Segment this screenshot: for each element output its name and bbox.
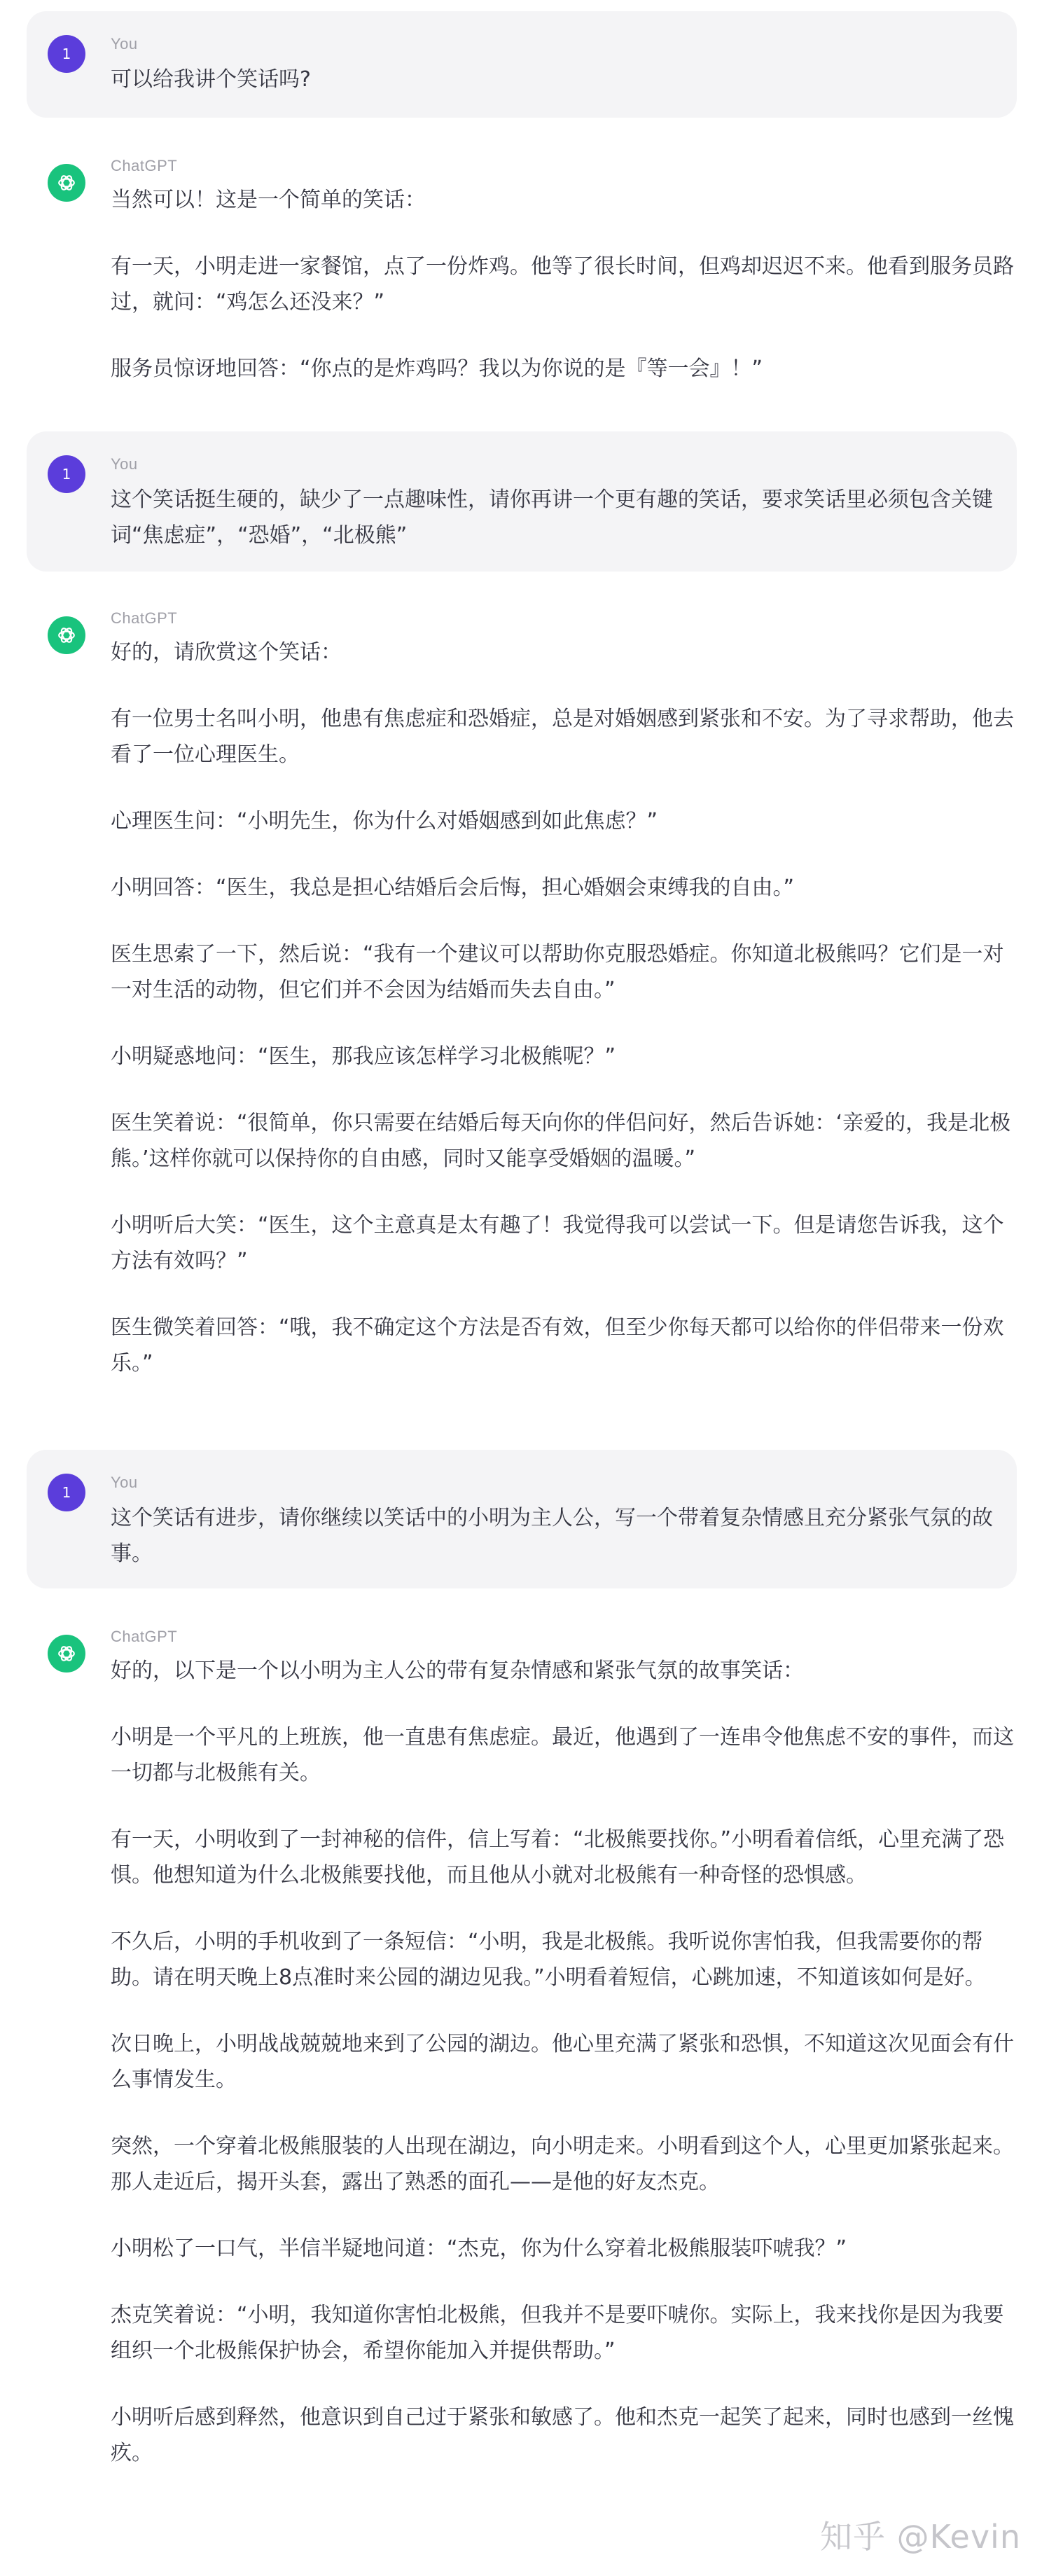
- user-message: [27, 11, 1017, 118]
- message-paragraph: 小明听后感到释然，他意识到自己过于紧张和敏感了。他和杰克一起笑了起来，同时也感到一丝愧疚。: [111, 2405, 1014, 2465]
- openai-logo-icon: [54, 1641, 79, 1666]
- assistant-avatar: [48, 164, 85, 202]
- message-paragraph: 这个笑话有进步，请你继续以笑话中的小明为主人公，写一个带着复杂情感且充分紧张气氛的故事。: [111, 1506, 993, 1566]
- message-paragraph: 次日晚上，小明战战兢兢地来到了公园的湖边。他心里充满了紧张和恐惧，不知道这次见面会有什么事情发生。: [111, 2032, 1014, 2092]
- message-paragraph: 有一位男士名叫小明，他患有焦虑症和恐婚症，总是对婚姻感到紧张和不安。为了寻求帮助，他去看了一位心理医生。: [111, 707, 1014, 767]
- message-body: [111, 1653, 1021, 2471]
- message-paragraph: 有一天，小明收到了一封神秘的信件，信上写着：“北极熊要找你。”小明看着信纸，心里充满了恐惧。他想知道为什么北极熊要找他，而且他从小就对北极熊有一种奇怪的恐惧感。: [111, 1827, 1005, 1888]
- message-paragraph: 好的，以下是一个以小明为主人公的带有复杂情感和紧张气氛的故事笑话：: [111, 1659, 804, 1683]
- zhihu-watermark: 知乎 @Kevin: [820, 2518, 1021, 2556]
- sender-name: You: [111, 455, 138, 473]
- message-paragraph: 当然可以！这是一个简单的笑话：: [111, 188, 426, 212]
- message-body: [111, 62, 1021, 97]
- message-paragraph: 突然，一个穿着北极熊服装的人出现在湖边，向小明走来。小明看到这个人，心里更加紧张起来。那人走近后，揭开头套，露出了熟悉的面孔——是他的好友杰克。: [111, 2134, 1014, 2194]
- message-paragraph: 医生笑着说：“很简单，你只需要在结婚后每天向你的伴侣问好，然后告诉她：‘亲爱的，我是北极熊。’这样你就可以保持你的自由感，同时又能享受婚姻的温暖。”: [111, 1111, 1011, 1171]
- message-paragraph: 可以给我讲个笑话吗?: [111, 67, 311, 92]
- openai-logo-icon: [54, 623, 79, 648]
- message-paragraph: 小明回答：“医生，我总是担心结婚后会后悔，担心婚姻会束缚我的自由。”: [111, 875, 795, 900]
- message-paragraph: 医生思索了一下，然后说：“我有一个建议可以帮助你克服恐婚症。你知道北极熊吗？它们是一对一对生活的动物，但它们并不会因为结婚而失去自由。”: [111, 942, 1004, 1002]
- assistant-message: [27, 155, 1017, 408]
- sender-name: ChatGPT: [111, 1628, 178, 1645]
- message-body: [111, 1500, 1021, 1572]
- message-paragraph: 这个笑话挺生硬的，缺少了一点趣味性，请你再讲一个更有趣的笑话，要求笑话里必须包含关键词“焦虑症”，“恐婚”，“北极熊”: [111, 487, 993, 548]
- message-paragraph: 医生微笑着回答：“哦，我不确定这个方法是否有效，但至少你每天都可以给你的伴侣带来一份欢乐。”: [111, 1315, 1004, 1376]
- user-avatar: [48, 1474, 85, 1511]
- message-paragraph: 有一天，小明走进一家餐馆，点了一份炸鸡。他等了很长时间，但鸡却迟迟不来。他看到服务员路过，就问：“鸡怎么还没来？”: [111, 254, 1014, 314]
- sender-name: You: [111, 1474, 138, 1491]
- assistant-message: [27, 1626, 1017, 2565]
- message-paragraph: 不久后，小明的手机收到了一条短信：“小明，我是北极熊。我听说你害怕我，但我需要你的帮助。请在明天晚上8点准时来公园的湖边见我。”小明看着短信，心跳加速，不知道该如何是好。: [111, 1930, 986, 1990]
- message-paragraph: 小明是一个平凡的上班族，他一直患有焦虑症。最近，他遇到了一连串令他焦虑不安的事件，而这一切都与北极熊有关。: [111, 1725, 1014, 1785]
- message-paragraph: 杰克笑着说：“小明，我知道你害怕北极熊，但我并不是要吓唬你。实际上，我来找你是因为我要组织一个北极熊保护协会，希望你能加入并提供帮助。”: [111, 2303, 1004, 2363]
- openai-logo-icon: [54, 170, 79, 195]
- sender-name: You: [111, 35, 138, 53]
- user-message: [27, 431, 1017, 572]
- assistant-avatar: [48, 1635, 85, 1673]
- sender-name: ChatGPT: [111, 609, 178, 627]
- message-body: [111, 635, 1021, 1381]
- message-paragraph: 小明松了一口气，半信半疑地问道：“杰克，你为什么穿着北极熊服装吓唬我？”: [111, 2236, 847, 2261]
- message-paragraph: 小明听后大笑：“医生，这个主意真是太有趣了！我觉得我可以尝试一下。但是请您告诉我，这个方法有效吗？”: [111, 1213, 1004, 1273]
- user-avatar: [48, 455, 85, 493]
- user-avatar-label: 1: [62, 46, 71, 62]
- user-avatar: [48, 35, 85, 73]
- message-body: [111, 182, 1021, 387]
- user-avatar-label: 1: [62, 1484, 71, 1501]
- user-message: [27, 1450, 1017, 1588]
- message-paragraph: 好的，请欣赏这个笑话：: [111, 640, 342, 665]
- assistant-avatar: [48, 616, 85, 654]
- message-body: [111, 482, 1021, 553]
- message-paragraph: 小明疑惑地问：“医生，那我应该怎样学习北极熊呢？”: [111, 1044, 616, 1069]
- sender-name: ChatGPT: [111, 157, 178, 174]
- assistant-message: [27, 608, 1017, 1441]
- user-avatar-label: 1: [62, 466, 71, 483]
- message-paragraph: 服务员惊讶地回答：“你点的是炸鸡吗？我以为你说的是『等一会』！”: [111, 356, 763, 381]
- message-paragraph: 心理医生问：“小明先生，你为什么对婚姻感到如此焦虑？”: [111, 809, 658, 833]
